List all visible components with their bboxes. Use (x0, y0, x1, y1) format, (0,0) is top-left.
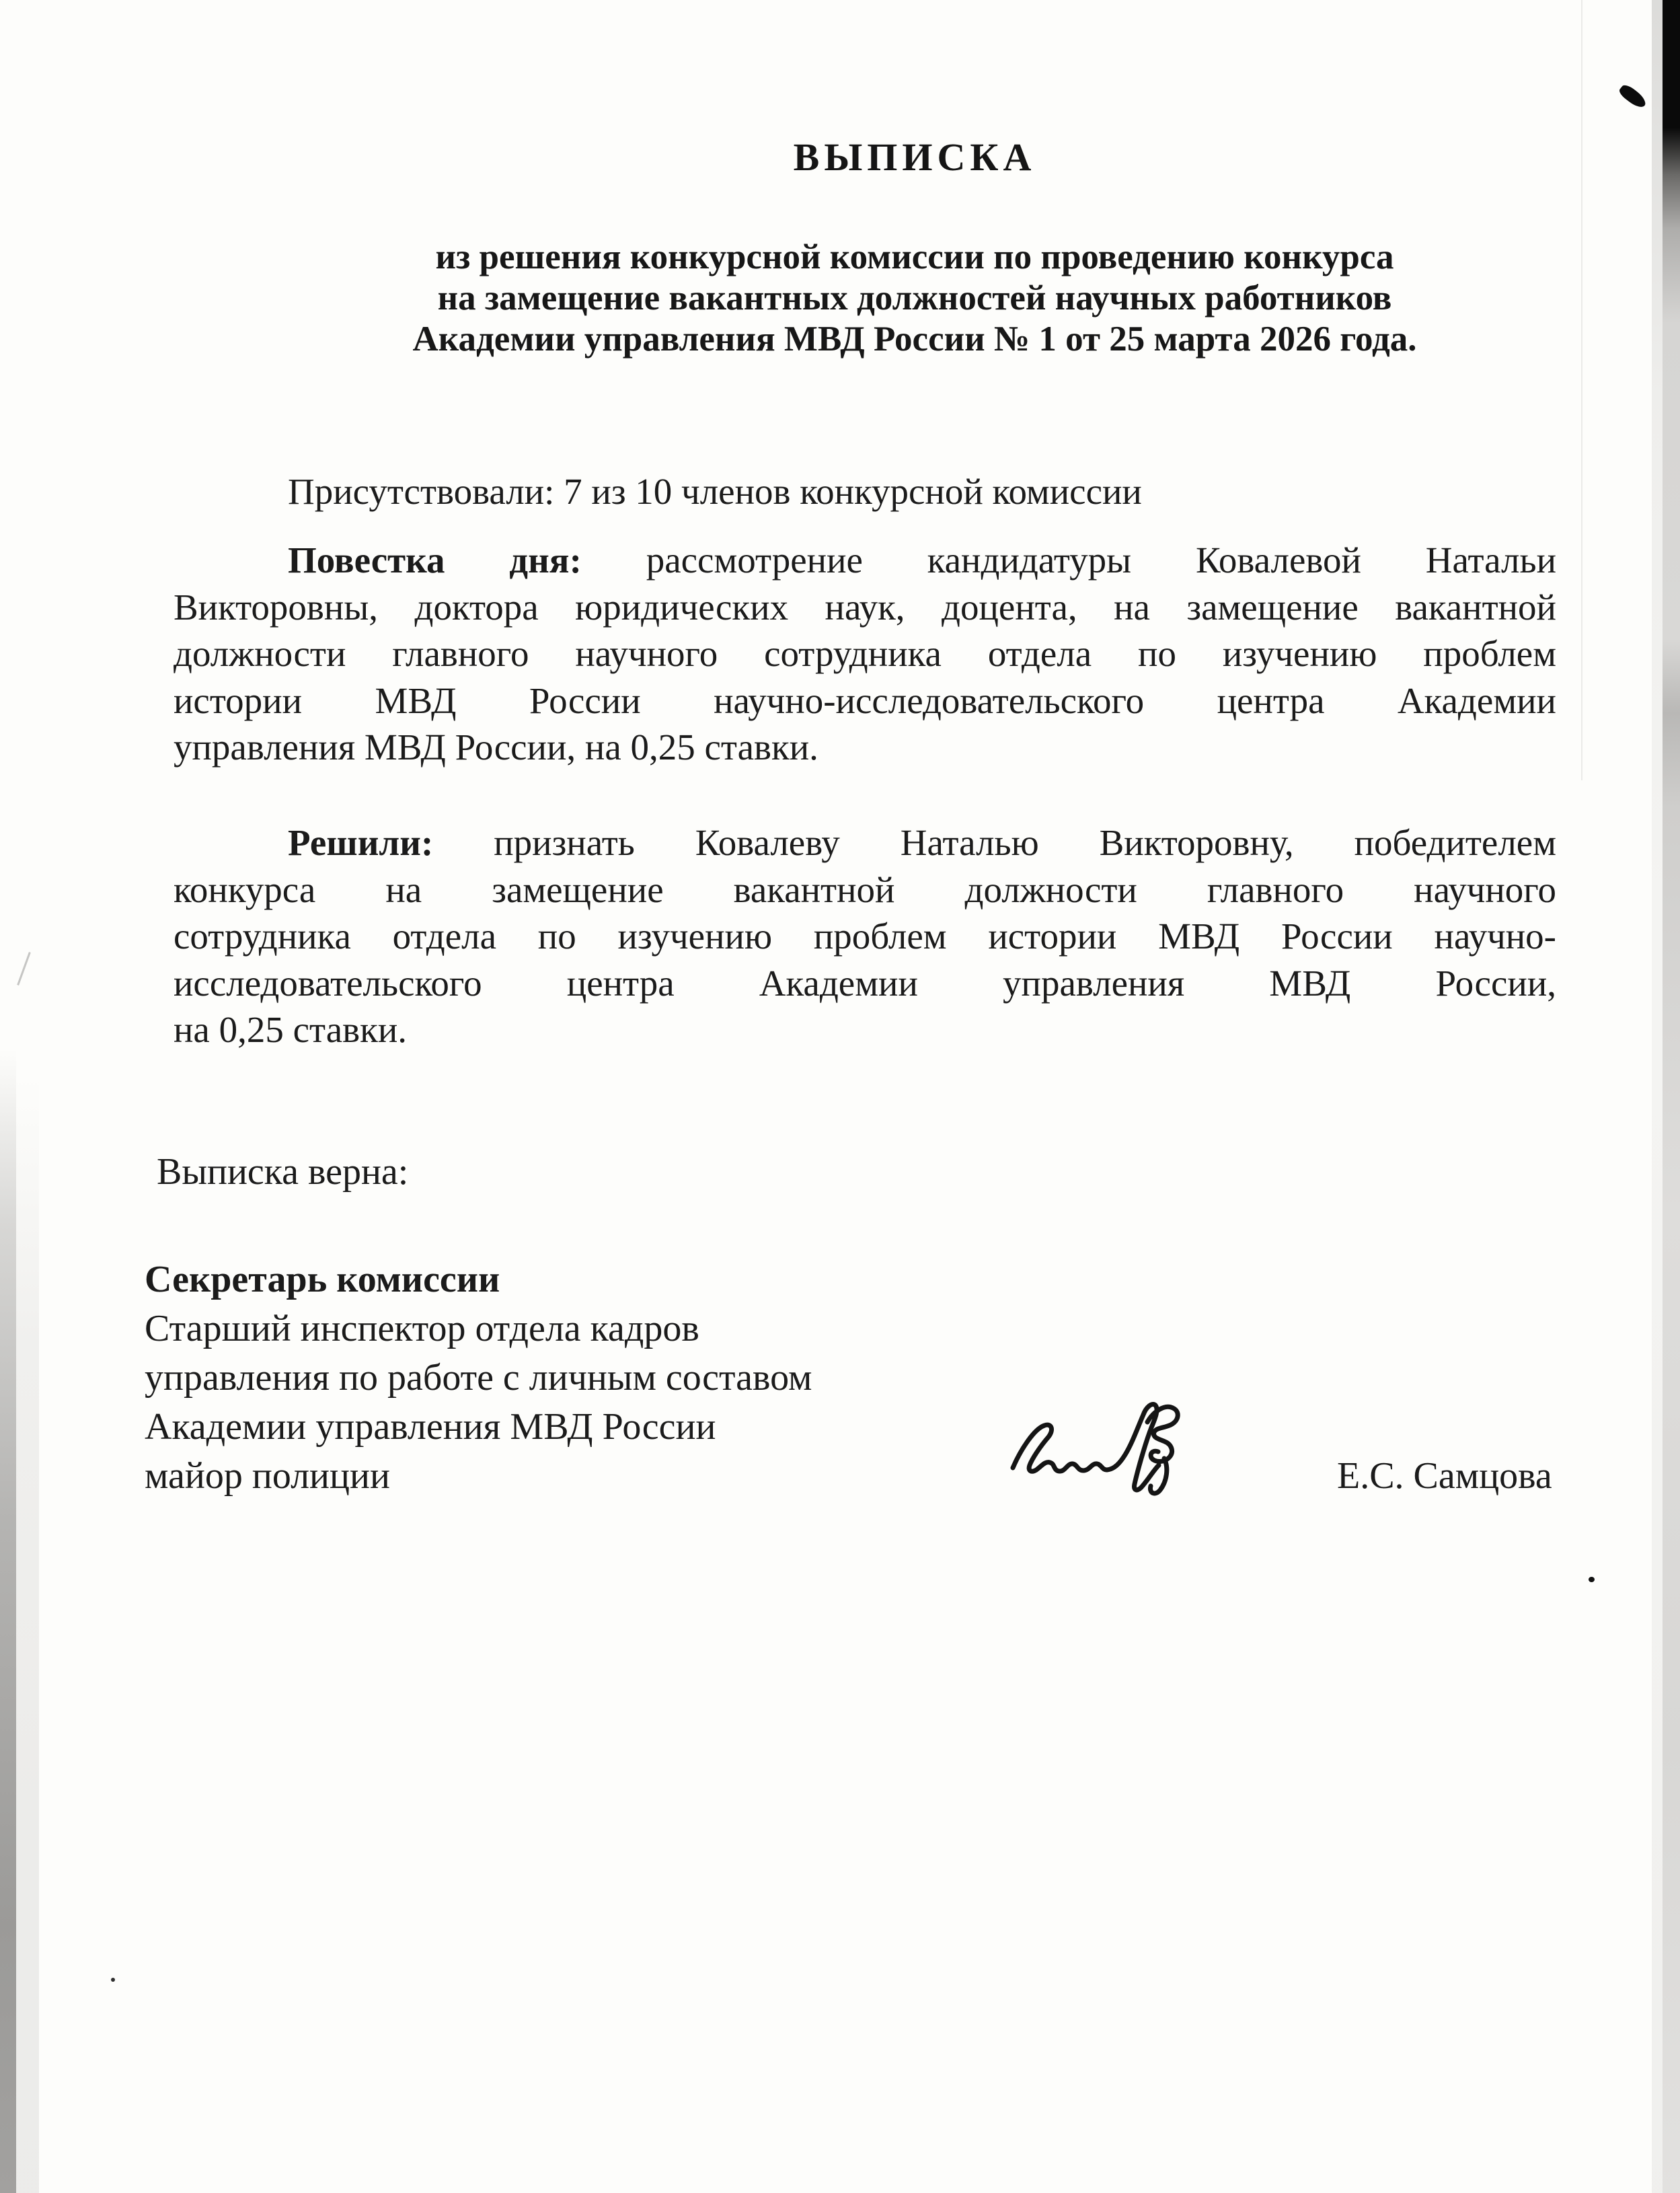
signer-name: Е.С. Самцова (1337, 1455, 1552, 1497)
agenda-line: истории МВД России научно-исследовательского центра Академии (174, 679, 1556, 721)
document-title: ВЫПИСКА (793, 135, 1036, 179)
agenda-line: Викторовны, доктора юридических наук, доцента, на замещение вакантной (174, 586, 1556, 628)
subtitle-line: из решения конкурсной комиссии по проведению конкурса (435, 237, 1394, 276)
signer-role-title: Секретарь комиссии (145, 1259, 500, 1300)
scan-faint-vertical-line (1581, 0, 1582, 780)
document-subtitle (282, 237, 1547, 360)
signer-block (145, 1255, 812, 1501)
agenda-label: Повестка дня: (288, 540, 582, 581)
scan-edge-right-shadow (1652, 0, 1663, 2193)
scan-edge-right-band (1663, 0, 1680, 2193)
subtitle-line: Академии управления МВД России № 1 от 25 марта 2026 года. (412, 320, 1417, 359)
resolution-line: конкурса на замещение вакантной должности главного научного (174, 868, 1556, 910)
agenda-paragraph (174, 537, 1556, 771)
handwritten-signature-ink (1003, 1398, 1205, 1506)
agenda-line (174, 537, 1556, 584)
agenda-line: управления МВД России, на 0,25 ставки. (174, 727, 818, 768)
scan-edge-left-band (0, 1049, 16, 2193)
resolution-line: на 0,25 ставки. (174, 1009, 407, 1050)
agenda-line-text: рассмотрение кандидатуры Ковалевой Натальи (646, 540, 1557, 581)
scan-speck (1589, 1577, 1595, 1582)
signer-role-line: управления по работе с личным составом (145, 1357, 812, 1399)
resolution-line: сотрудника отдела по изучению проблем истории МВД России научно- (174, 916, 1556, 957)
agenda-line: должности главного научного сотрудника отдела по изучению проблем (174, 633, 1556, 674)
resolution-line (174, 819, 1556, 866)
resolution-paragraph (174, 819, 1556, 1053)
scan-speck (111, 1978, 115, 1982)
resolution-line-text: признать Ковалеву Наталью Викторовну, победителем (494, 822, 1557, 863)
pen-mark-top-right (1617, 82, 1648, 110)
certification-line: Выписка верна: (157, 1151, 409, 1193)
scan-edge-left-shadow (16, 1076, 39, 2193)
signer-role-line: Академии управления МВД России (145, 1406, 716, 1448)
subtitle-line: на замещение вакантных должностей научных работников (437, 278, 1392, 318)
attendance-line: Присутствовали: 7 из 10 членов конкурсной комиссии (288, 471, 1142, 512)
signer-role-line: майор полиции (145, 1455, 390, 1497)
signer-role-line: Старший инспектор отдела кадров (145, 1308, 699, 1349)
scan-scratch-mark (17, 952, 31, 986)
resolution-line: исследовательского центра Академии управления МВД России, (174, 962, 1556, 1004)
resolution-label: Решили: (288, 822, 434, 863)
